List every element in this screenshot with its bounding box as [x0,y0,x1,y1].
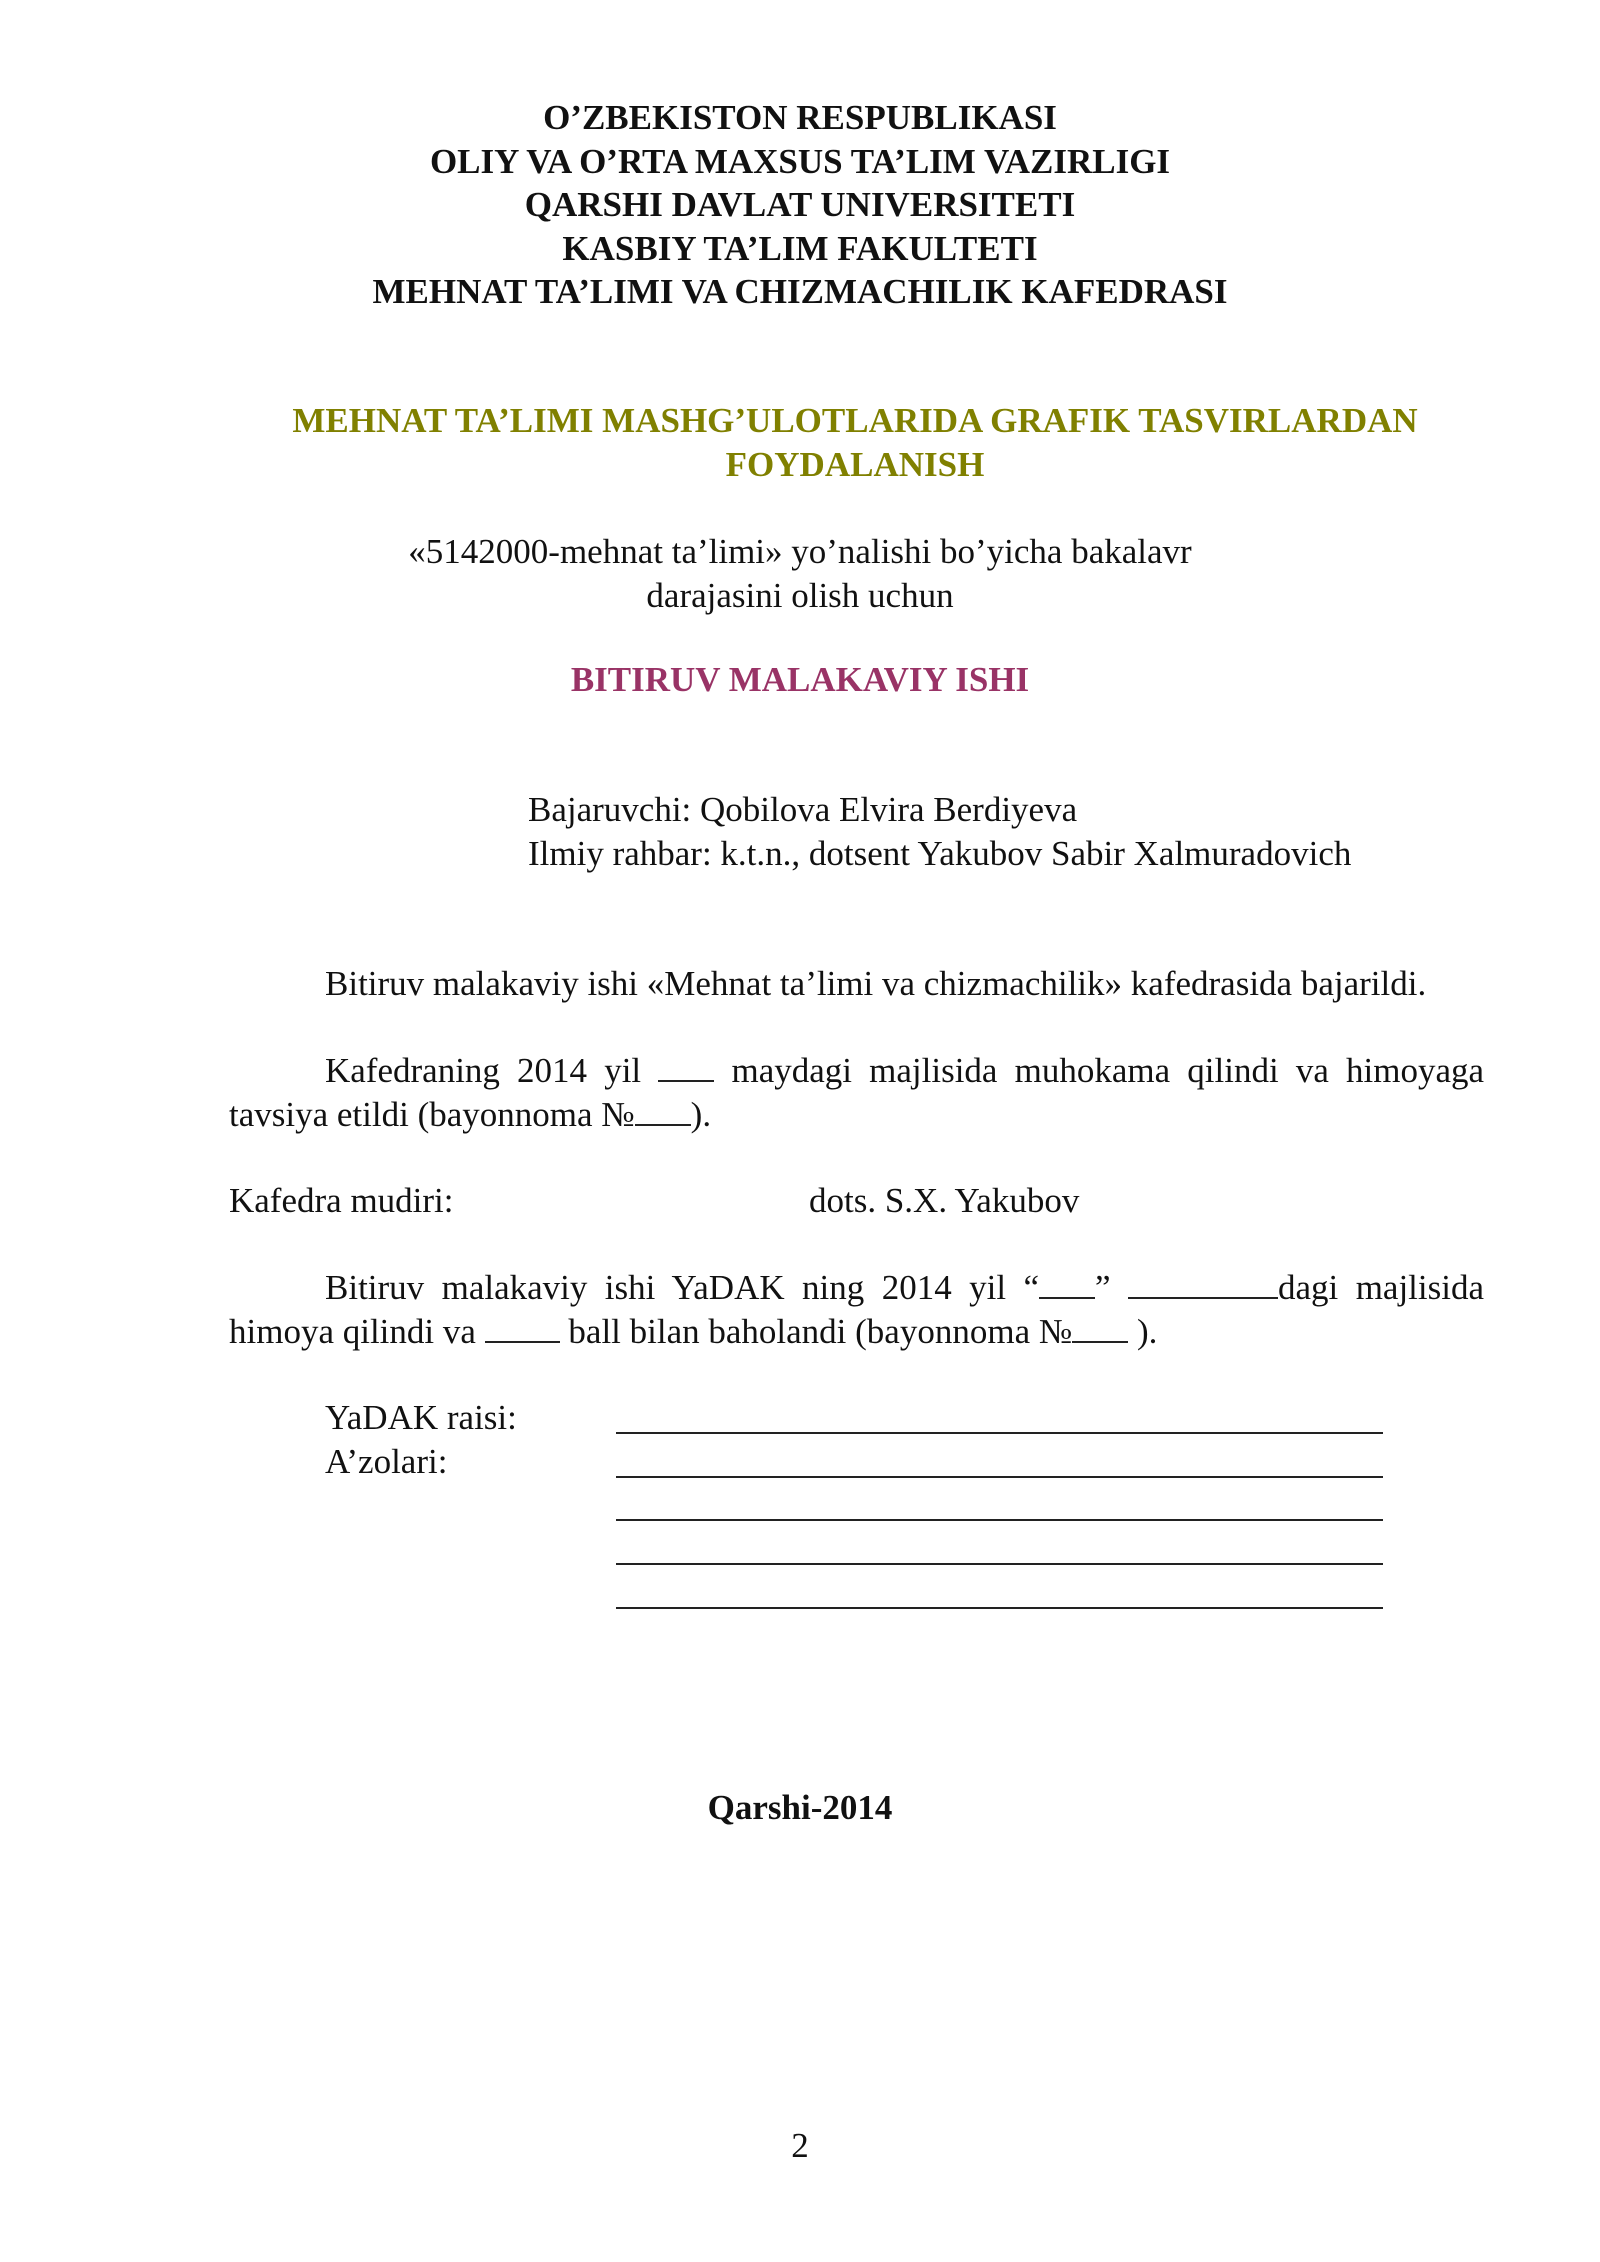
thesis-title-line2: FOYDALANISH [725,444,985,484]
member-signature-line [616,1563,1383,1565]
commission-members-label: A’zolari: [325,1442,448,1481]
member-signature-line [616,1607,1383,1609]
degree-subtitle [0,530,1600,617]
subtitle-line1: «5142000-mehnat ta’limi» yo’nalishi bo’yicha bakalavr [408,532,1192,571]
p3-text-5: ). [1128,1311,1158,1351]
header-faculty: KASBIY TA’LIM FAKULTETI [562,228,1038,268]
header-country: O’ZBEKISTON RESPUBLIKASI [543,98,1057,137]
paragraph-defense [229,1266,1484,1353]
paragraph-completed: Bitiruv malakaviy ishi «Mehnat ta’limi va chizmachilik» kafedrasida bajarildi. [325,964,1427,1003]
commission-chair-label: YaDAK raisi: [325,1398,517,1437]
score-blank [485,1311,560,1343]
institution-header [0,96,1600,314]
subtitle-line2: darajasini olish uchun [646,575,954,615]
p2-text-1: Kafedraning 2014 yil [325,1051,642,1090]
header-ministry: OLIY VA O’RTA MAXSUS TA’LIM VAZIRLIGI [429,141,1171,181]
member-signature-line [616,1476,1383,1478]
executor-line: Bajaruvchi: Qobilova Elvira Berdiyeva [528,790,1078,829]
defense-protocol-blank [1072,1311,1128,1343]
thesis-title-line1: MEHNAT TA’LIMI MASHG’ULOTLARIDA GRAFIK TASVIRLARDAN [292,401,1418,440]
department-head-label: Kafedra mudiri: [229,1181,454,1220]
p3-text-4: ball bilan baholandi (bayonnoma № [568,1311,1073,1351]
p3-text-1: Bitiruv malakaviy ishi YaDAK ning 2014 yil “ [325,1268,1040,1307]
department-head-name: dots. S.X. Yakubov [809,1181,1080,1220]
defense-month-blank [1128,1267,1278,1299]
supervisor-line: Ilmiy rahbar: k.t.n., dotsent Yakubov Sabir Xalmuradovich [528,833,1352,873]
header-university: QARSHI DAVLAT UNIVERSITETI [524,185,1076,224]
authors-block [528,788,1351,875]
place-year: Qarshi-2014 [707,1788,893,1827]
chair-signature-line [616,1432,1383,1434]
work-type-heading: BITIRUV MALAKAVIY ISHI [570,660,1030,699]
paragraph-recommendation [229,1049,1484,1136]
p2-text-2: maydagi majlisida muhokama qilindi va himoyaga tavsiya etildi (bayonnoma № [229,1051,1485,1134]
page-number: 2 [791,2126,809,2165]
protocol-number-blank [635,1094,691,1126]
thesis-title [200,399,1510,486]
day-blank [658,1050,714,1082]
p2-text-3: ). [690,1094,712,1134]
member-signature-line [616,1519,1383,1521]
header-department: MEHNAT TA’LIMI VA CHIZMACHILIK KAFEDRASI [372,272,1228,311]
p3-text-2: ” [1095,1268,1111,1307]
p3-text-3: dagi majlisida himoya qilindi va [229,1268,1485,1351]
defense-day-blank [1039,1267,1095,1299]
